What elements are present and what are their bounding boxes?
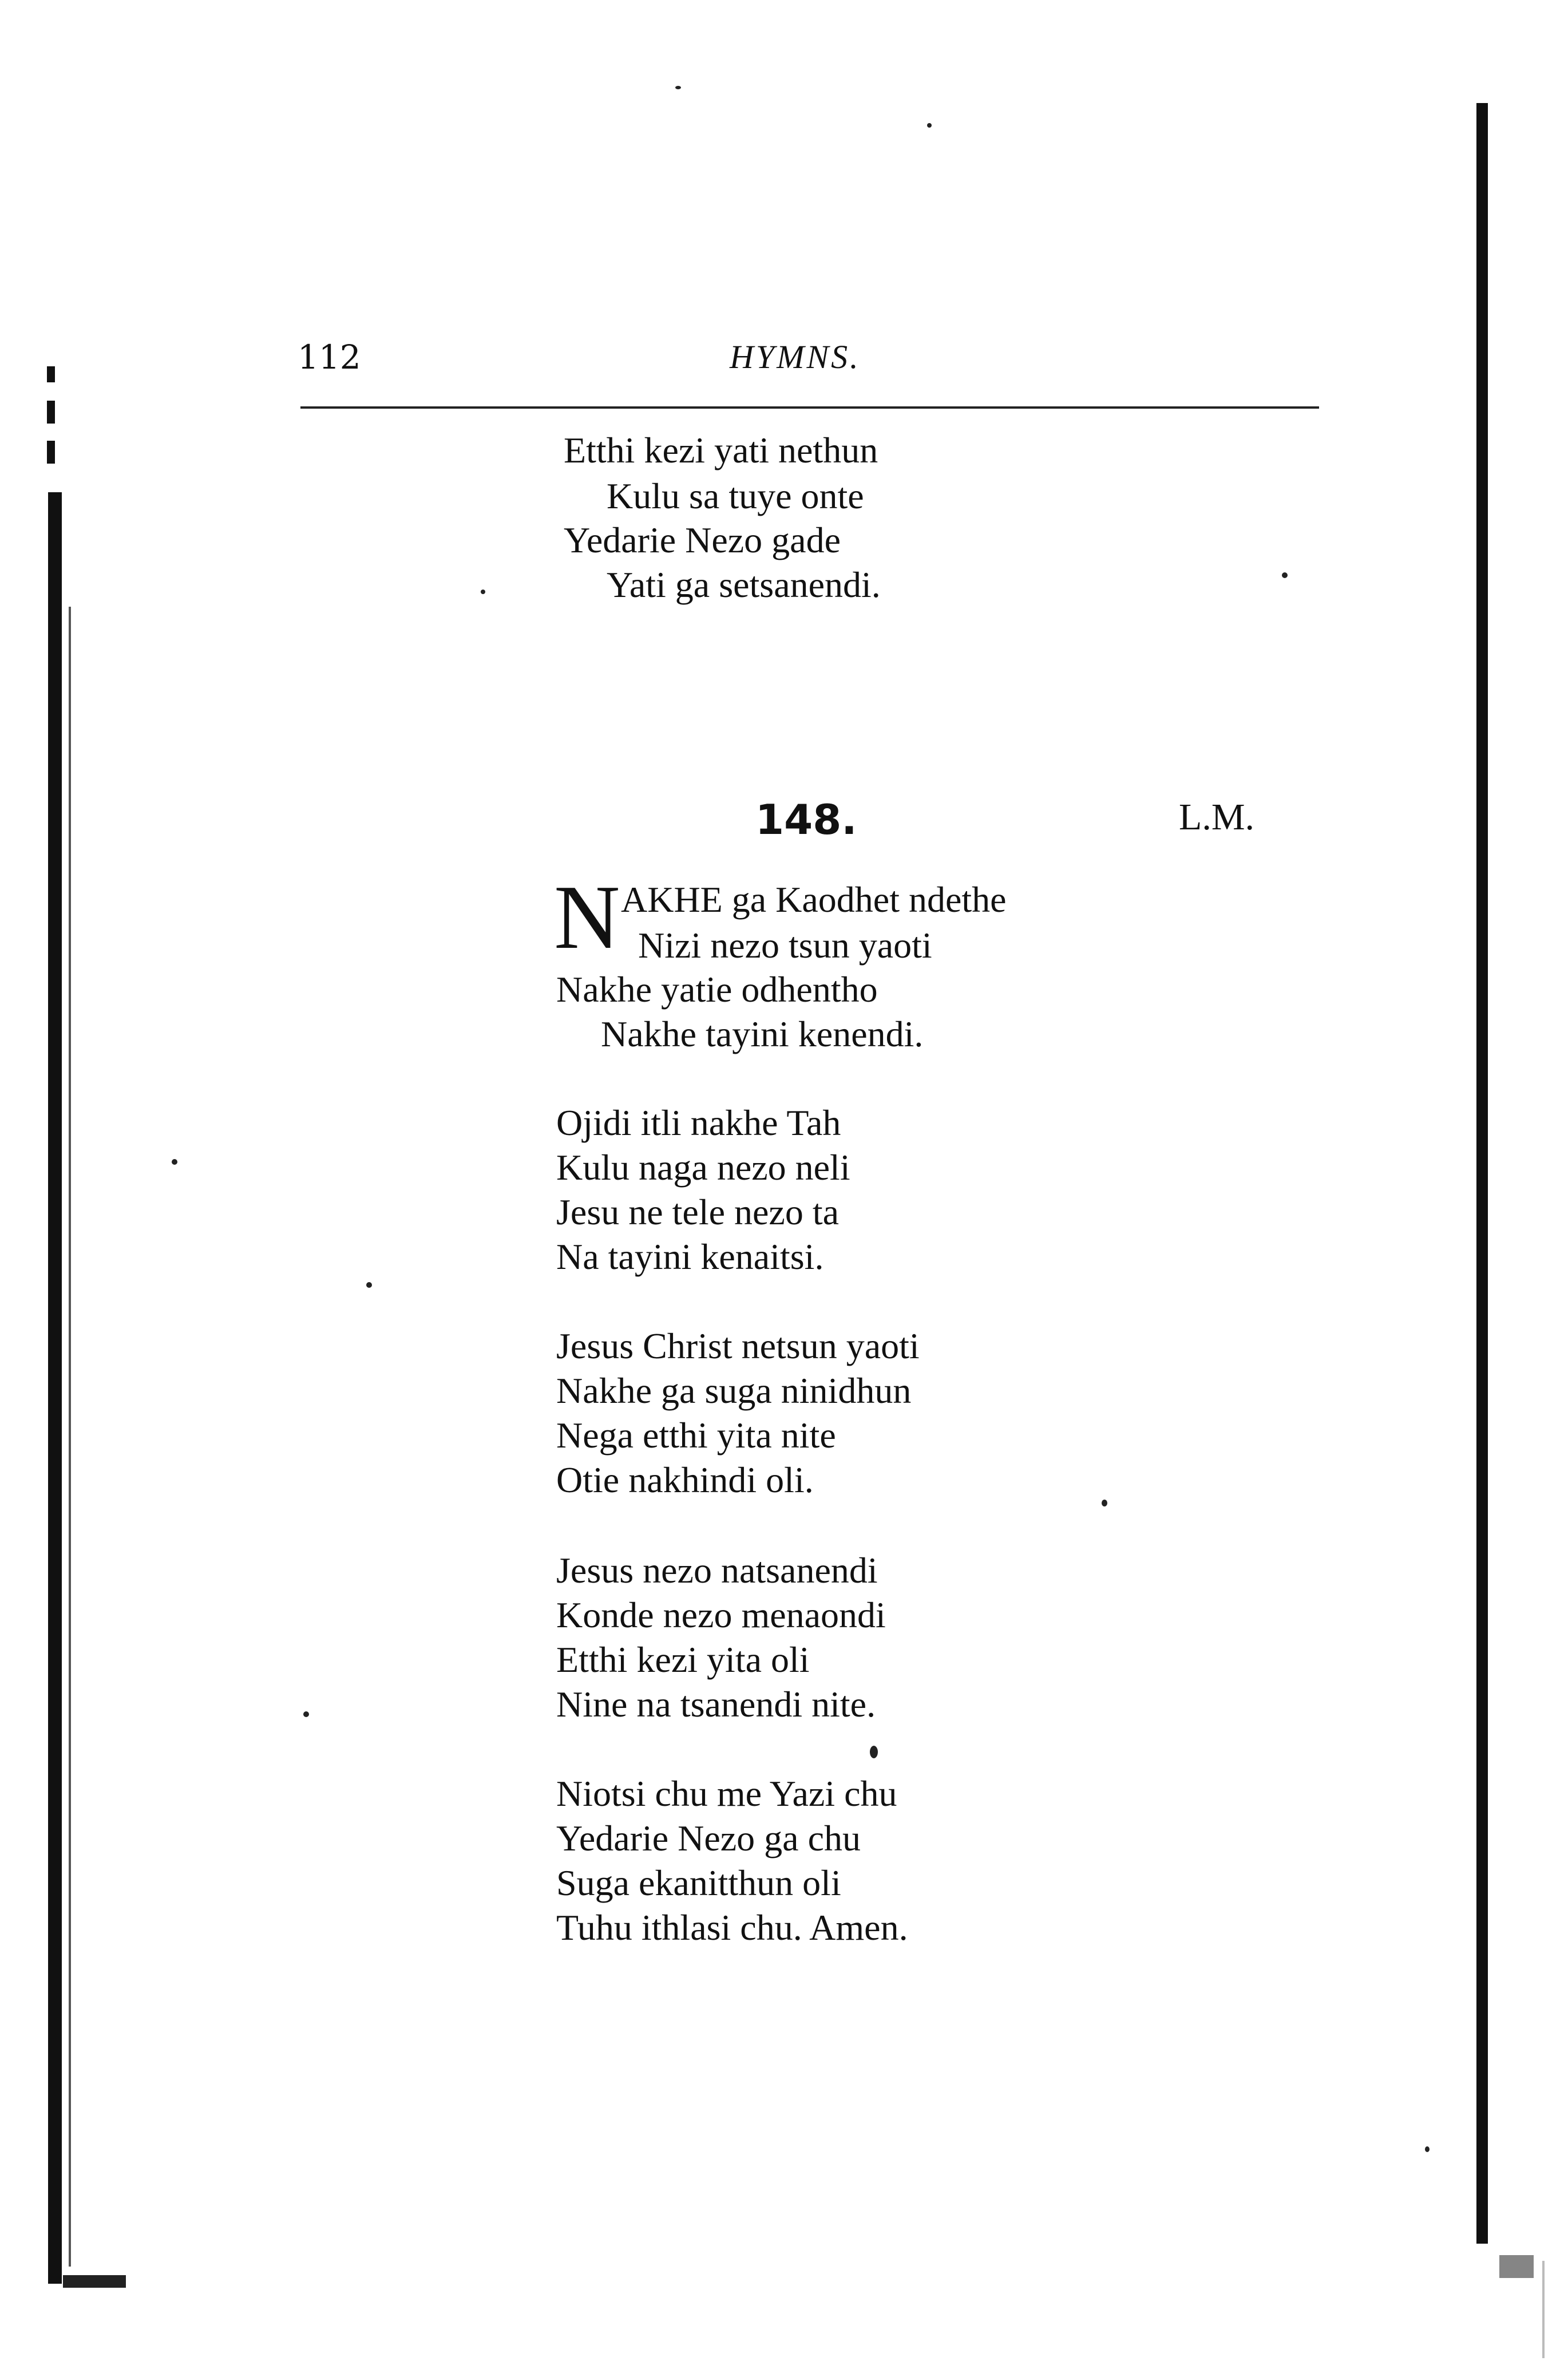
drop-cap: N (554, 866, 620, 968)
running-title: HYMNS. (730, 338, 861, 375)
verse-line: Konde nezo menaondi (556, 1595, 886, 1635)
verse-line: Etthi kezi yati nethun (564, 430, 878, 470)
binding-mark (1499, 2255, 1534, 2278)
verse-line: Nakhe tayini kenendi. (601, 1014, 924, 1054)
verse-line: Nine na tsanendi nite. (556, 1684, 876, 1725)
binding-mark (63, 2275, 126, 2288)
binding-mark (47, 366, 55, 382)
verse-line: Yedarie Nezo gade (564, 520, 841, 560)
verse-line: Tuhu ithlasi chu. Amen. (556, 1907, 908, 1948)
scan-speck (303, 1711, 309, 1717)
verse-line: Suga ekanitthun oli (556, 1862, 841, 1903)
scan-speck (1425, 2146, 1430, 2152)
verse-line: Nakhe yatie odhentho (556, 969, 878, 1010)
verse-line: Kulu sa tuye onte (607, 476, 864, 516)
scan-speck (675, 86, 681, 89)
scan-speck (172, 1159, 177, 1165)
verse-line: Niotsi chu me Yazi chu (556, 1773, 897, 1814)
verse-line: Jesu ne tele nezo ta (556, 1192, 839, 1232)
margin-line (1542, 2261, 1545, 2358)
verse-line: Jesus nezo natsanendi (556, 1550, 878, 1591)
scan-speck (481, 590, 485, 594)
scan-speck (1282, 572, 1288, 578)
verse-line: Otie nakhindi oli. (556, 1460, 814, 1500)
scan-speck (927, 123, 932, 128)
verse-line: AKHE ga Kaodhet ndethe (621, 879, 1007, 920)
page-number: 112 (298, 338, 361, 377)
verse-line: Yedarie Nezo ga chu (556, 1818, 861, 1858)
scan-speck (870, 1746, 878, 1758)
scan-speck (1102, 1500, 1107, 1506)
hymn-number: 148. (755, 796, 857, 844)
binding-edge-left (48, 492, 62, 2284)
verse-line: Yati ga setsanendi. (607, 564, 881, 605)
verse-line: Etthi kezi yita oli (556, 1639, 810, 1680)
verse-line: Ojidi itli nakhe Tah (556, 1102, 841, 1143)
binding-edge-right (1476, 103, 1488, 2244)
verse-line: Nizi nezo tsun yaoti (638, 925, 932, 966)
binding-mark (47, 401, 55, 424)
verse-line: Na tayini kenaitsi. (556, 1236, 824, 1277)
header-rule (300, 406, 1319, 409)
binding-shadow (69, 607, 71, 2267)
verse-line: Nega etthi yita nite (556, 1415, 836, 1456)
hymn-meter: L.M. (1179, 796, 1254, 838)
binding-mark (47, 441, 55, 464)
scan-speck (366, 1282, 372, 1288)
verse-line: Kulu naga nezo neli (556, 1147, 850, 1188)
verse-line: Nakhe ga suga ninidhun (556, 1370, 912, 1411)
verse-line: Jesus Christ netsun yaoti (556, 1326, 920, 1366)
